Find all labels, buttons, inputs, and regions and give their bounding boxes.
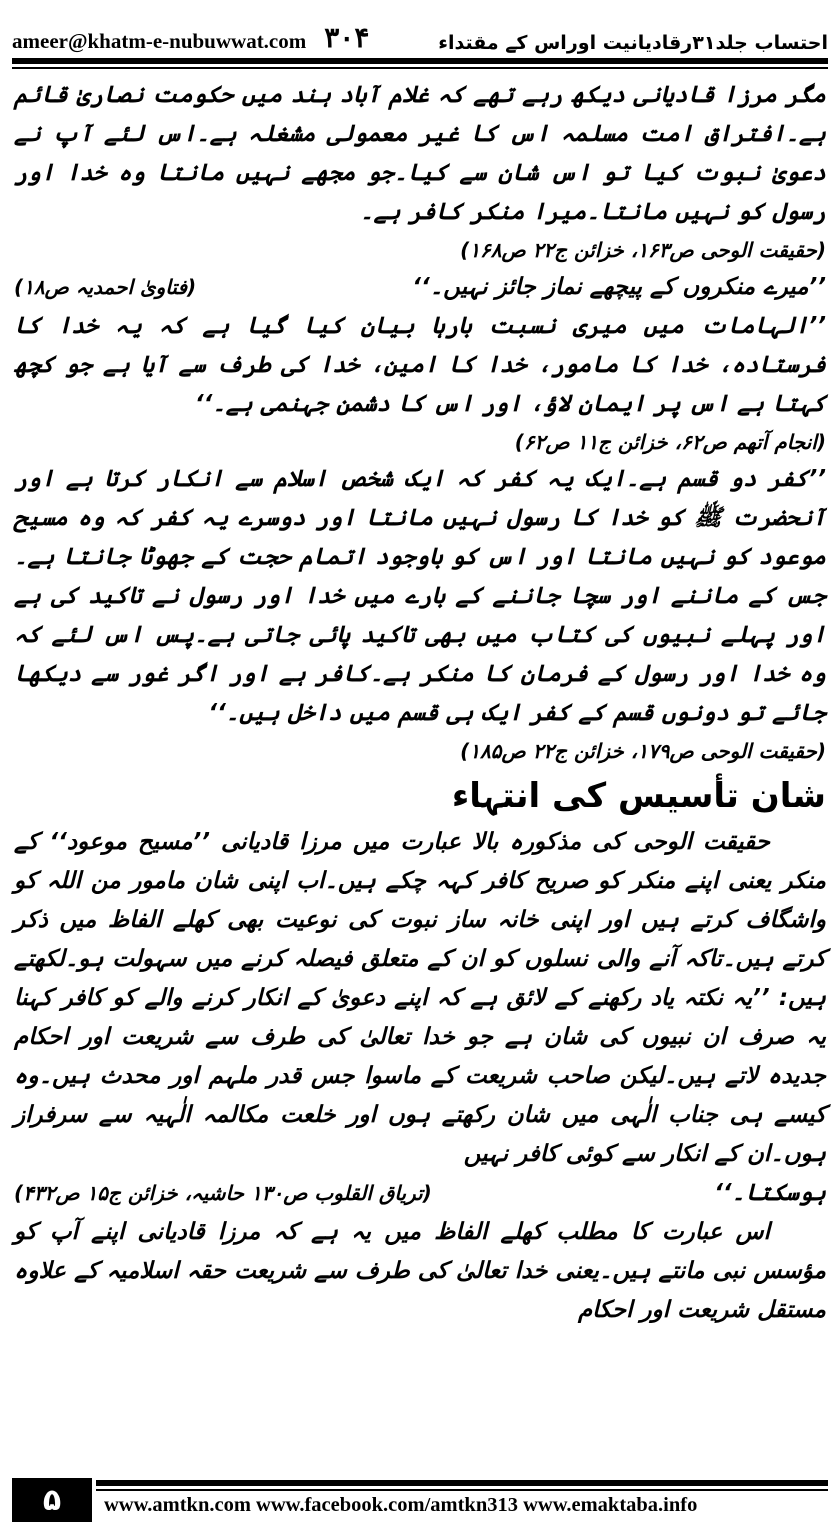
paragraph-5-end: ہوسکتا۔‘‘ — [714, 1180, 826, 1206]
paragraph-1: مگر مرزا قادیانی دیکھ رہے تھے کہ غلام آباد ہند میں حکومت نصاریٰ قائم ہے۔افتراق امت مسلمہ اس کا غیر معمولی مشغلہ ہے۔اس لئے آپ نے دعویٰ نبوت کیا تو اس شان سے کیا۔جو مجھے نہیں مانتا وہ خدا اور رسول کو نہیں مانتا۔میرا منکر کافر ہے۔ — [14, 82, 826, 225]
page-body — [14, 76, 826, 1456]
header-title: احتساب جلد۳۱رقادیانیت اوراس کے مقتداء — [438, 32, 828, 54]
section-heading: شان تأسیس کی انتہاء — [451, 776, 826, 816]
reference-1: (حقیقت الوحی ص۱۶۳، خزائن ج۲۲ ص۱۶۸) — [460, 238, 826, 262]
paragraph-5: حقیقت الوحی کی مذکورہ بالا عبارت میں مرزا قادیانی ’’مسیح موعود‘‘ کے منکر یعنی اپنے منکر کو صریح کافر کہہ چکے ہیں۔اب اپنی شان مامور من اللہ کو واشگاف کرتے ہیں اور اپنی خانہ ساز نبوت کی نوعیت بھی کھلے الفاظ میں ذکر کرتے ہیں۔تاکہ آنے والی نسلوں کو ان کے متعلق فیصلہ کرنے میں سہولت ہو۔لکھتے ہیں: ’’یہ نکتہ یاد رکھنے کے لائق ہے کہ اپنے دعویٰ کے انکار کرنے والے کو کافر کہنا یہ صرف ان نبیوں کی شان ہے جو خدا تعالیٰ کی طرف سے شریعت اور احکام جدیدہ لاتے ہیں۔لیکن صاحب شریعت کے ماسوا جس قدر ملہم اور محدث ہیں۔وہ کیسے ہی جناب الٰہی میں شان رکھتے ہوں اور خلعت مکالمہ الٰہیہ سے سرفراز ہوں۔ان کے انکار سے کوئی کافر نہیں — [14, 829, 826, 1167]
quote-line-2 — [14, 268, 826, 307]
header-email: ameer@khatm-e-nubuwwat.com — [12, 29, 307, 53]
reference-5: (تریاق القلوب ص۱۳۰ حاشیہ، خزائن ج۱۵ ص۴۳۲) — [14, 1181, 432, 1205]
quote-2: ’’میرے منکروں کے پیچھے نماز جائز نہیں۔‘‘ — [412, 274, 826, 300]
header-left — [12, 21, 369, 54]
header-page-number: ٣٠۴ — [324, 21, 370, 54]
paragraph-6: اس عبارت کا مطلب کھلے الفاظ میں یہ ہے کہ مرزا قادیانی اپنے آپ کو مؤسس نبی مانتے ہیں۔یعنی خدا تعالیٰ کی طرف سے شریعت حقہ اسلامیہ کے علاوہ مستقل شریعت اور احکام — [14, 1219, 826, 1323]
reference-3: (انجام آتھم ص۶۲، خزائن ج۱۱ ص۶۲) — [514, 430, 826, 454]
header-rule-thin — [12, 67, 828, 69]
header-rule-thick — [12, 58, 828, 64]
footer-links: www.amtkn.com www.facebook.com/amtkn313 www.emaktaba.info — [104, 1494, 698, 1516]
footer-rule-thin — [96, 1489, 828, 1491]
paragraph-4: ’’کفر دو قسم ہے۔ایک یہ کفر کہ ایک شخص اسلام سے انکار کرتا ہے اور آنحضرت ﷺ کو خدا کا رسول نہیں مانتا اور دوسرے یہ کفر کہ وہ مسیح موعود کو نہیں مانتا اور اس کو باوجود اتمام حجت کے جھوٹا جانتا ہے۔جس کے ماننے اور سچا جاننے کے بارے میں خدا اور رسول نے تاکید کی ہے اور پہلے نبیوں کی کتاب میں بھی تاکید پائی جاتی ہے۔پس اس لئے کہ وہ خدا اور رسول کے فرمان کا منکر ہے۔کافر ہے اور اگر غور سے دیکھا جائے تو دونوں قسم کے کفر ایک ہی قسم میں داخل ہیں۔‘‘ — [14, 466, 826, 726]
footer-page-box: ۵ — [12, 1478, 92, 1522]
page-header — [12, 14, 828, 54]
paragraph-3: ’’الہامات میں میری نسبت بارہا بیان کیا گیا ہے کہ یہ خدا کا فرستادہ، خدا کا مامور، خدا کا امین، خدا کی طرف سے آیا ہے جو کچھ کہتا ہے اس پر ایمان لاؤ، اور اس کا دشمن جہنمی ہے۔‘‘ — [14, 313, 826, 417]
reference-4: (حقیقت الوحی ص۱۷۹، خزائن ج۲۲ ص۱۸۵) — [460, 739, 826, 763]
paragraph-5-end-line — [14, 1174, 826, 1213]
reference-2: (فتاویٰ احمدیہ ص۱۸) — [14, 275, 197, 299]
footer-rule-thick — [96, 1480, 828, 1486]
